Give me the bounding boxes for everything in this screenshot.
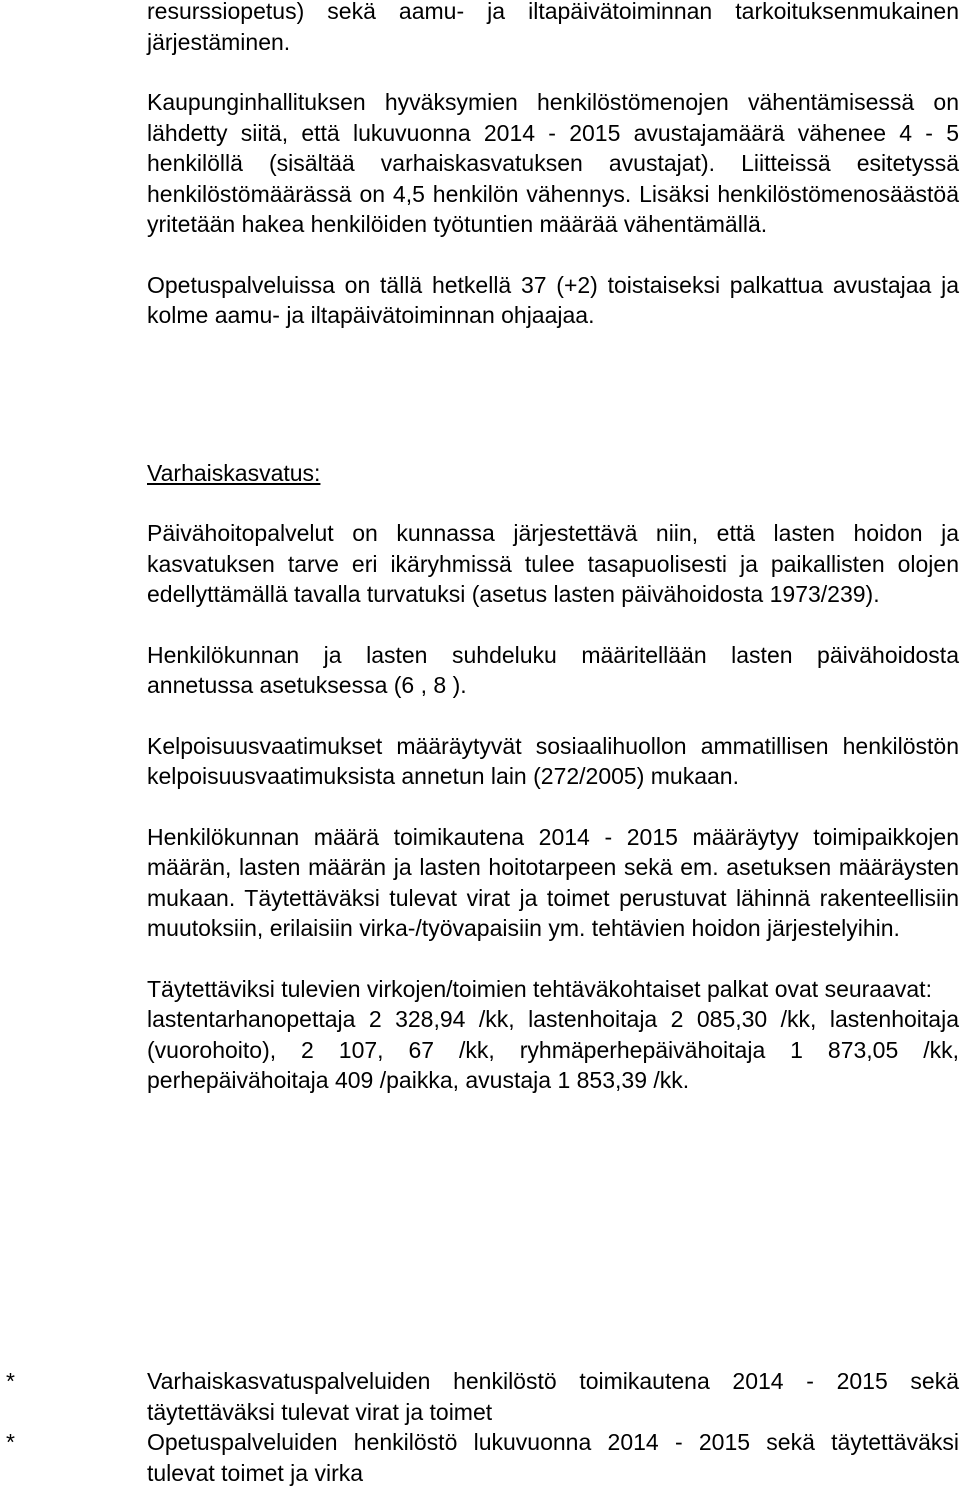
paragraph-section-3: Kelpoisuusvaatimukset määräytyvät sosiaalihuollon ammatillisen henkilöstön kelpoisuusvaatimuksista annetun lain (272/2005) mukaan.: [147, 732, 959, 789]
paragraph-intro-2: Kaupunginhallituksen hyväksymien henkilöstömenojen vähentämisessä on lähdetty siitä, että lukuvuonna 2014 - 2015 avustajamäärä vähenee 4 - 5 henkilöllä (sisältää varhaiskasvatuksen avustajat). Liitteissä esitetyssä henkilöstömäärässä on 4,5 henkilön vähennys. Lisäksi henkilöstömenosäästöä yritetään hakea henkilöiden työtuntien määrää vähentämällä.: [147, 89, 959, 237]
paragraph-intro-1: resurssiopetus) sekä aamu- ja iltapäivätoiminnan tarkoituksenmukainen järjestäminen.: [147, 0, 959, 55]
paragraph-section-1: Päivähoitopalvelut on kunnassa järjestettävä niin, että lasten hoidon ja kasvatuksen tarve eri ikäryhmissä tulee tasapuolisesti ja paikallisten olojen edellyttämällä tavalla turvatuksi (asetus lasten päivähoidosta 1973/239).: [147, 520, 959, 607]
footnote-2: [0, 1427, 959, 1488]
salary-intro: Täytettäviksi tulevien virkojen/toimien tehtäväkohtaiset palkat ovat seuraavat:: [147, 975, 932, 1002]
footnote-text: Varhaiskasvatuspalveluiden henkilöstö toimikautena 2014 - 2015 sekä täytettäväksi tulevat virat ja toimet: [147, 1368, 959, 1425]
paragraph-intro-3: Opetuspalveluissa on tällä hetkellä 37 (+2) toistaiseksi palkattua avustajaa ja kolme aamu- ja iltapäivätoiminnan ohjaajaa.: [147, 271, 959, 328]
paragraph-section-2: Henkilökunnan ja lasten suhdeluku määritellään lasten päivähoidosta annetussa asetuksessa (6 , 8 ).: [147, 641, 959, 698]
salary-list: lastentarhanopettaja 2 328,94 /kk, lastenhoitaja 2 085,30 /kk, lastenhoitaja (vuorohoito), 2 107, 67 /kk, ryhmäperhepäivähoitaja 1 873,05 /kk, perhepäivähoitaja 409 /paikka, avustaja 1 853,39 /kk.: [147, 1006, 959, 1093]
footnotes: [0, 1366, 960, 1488]
footnote-marker: *: [6, 1368, 15, 1394]
document-body: [147, 0, 959, 1096]
footnote-marker: *: [6, 1429, 15, 1455]
footnote-1: [0, 1366, 959, 1427]
footnote-text: Opetuspalveluiden henkilöstö lukuvuonna 2014 - 2015 sekä täytettäväksi tulevat toimet ja virka: [147, 1429, 959, 1486]
paragraph-section-4: Henkilökunnan määrä toimikautena 2014 - 2015 määräytyy toimipaikkojen määrän, lasten määrän ja lasten hoitotarpeen sekä em. asetuksen määräysten mukaan. Täytettäväksi tulevat virat ja toimet perustuvat lähinnä rakenteellisiin muutoksiin, erilaisiin virka-/työvapaisiin ym. tehtävien hoidon järjestelyihin.: [147, 823, 959, 941]
section-heading: Varhaiskasvatus:: [147, 459, 321, 486]
